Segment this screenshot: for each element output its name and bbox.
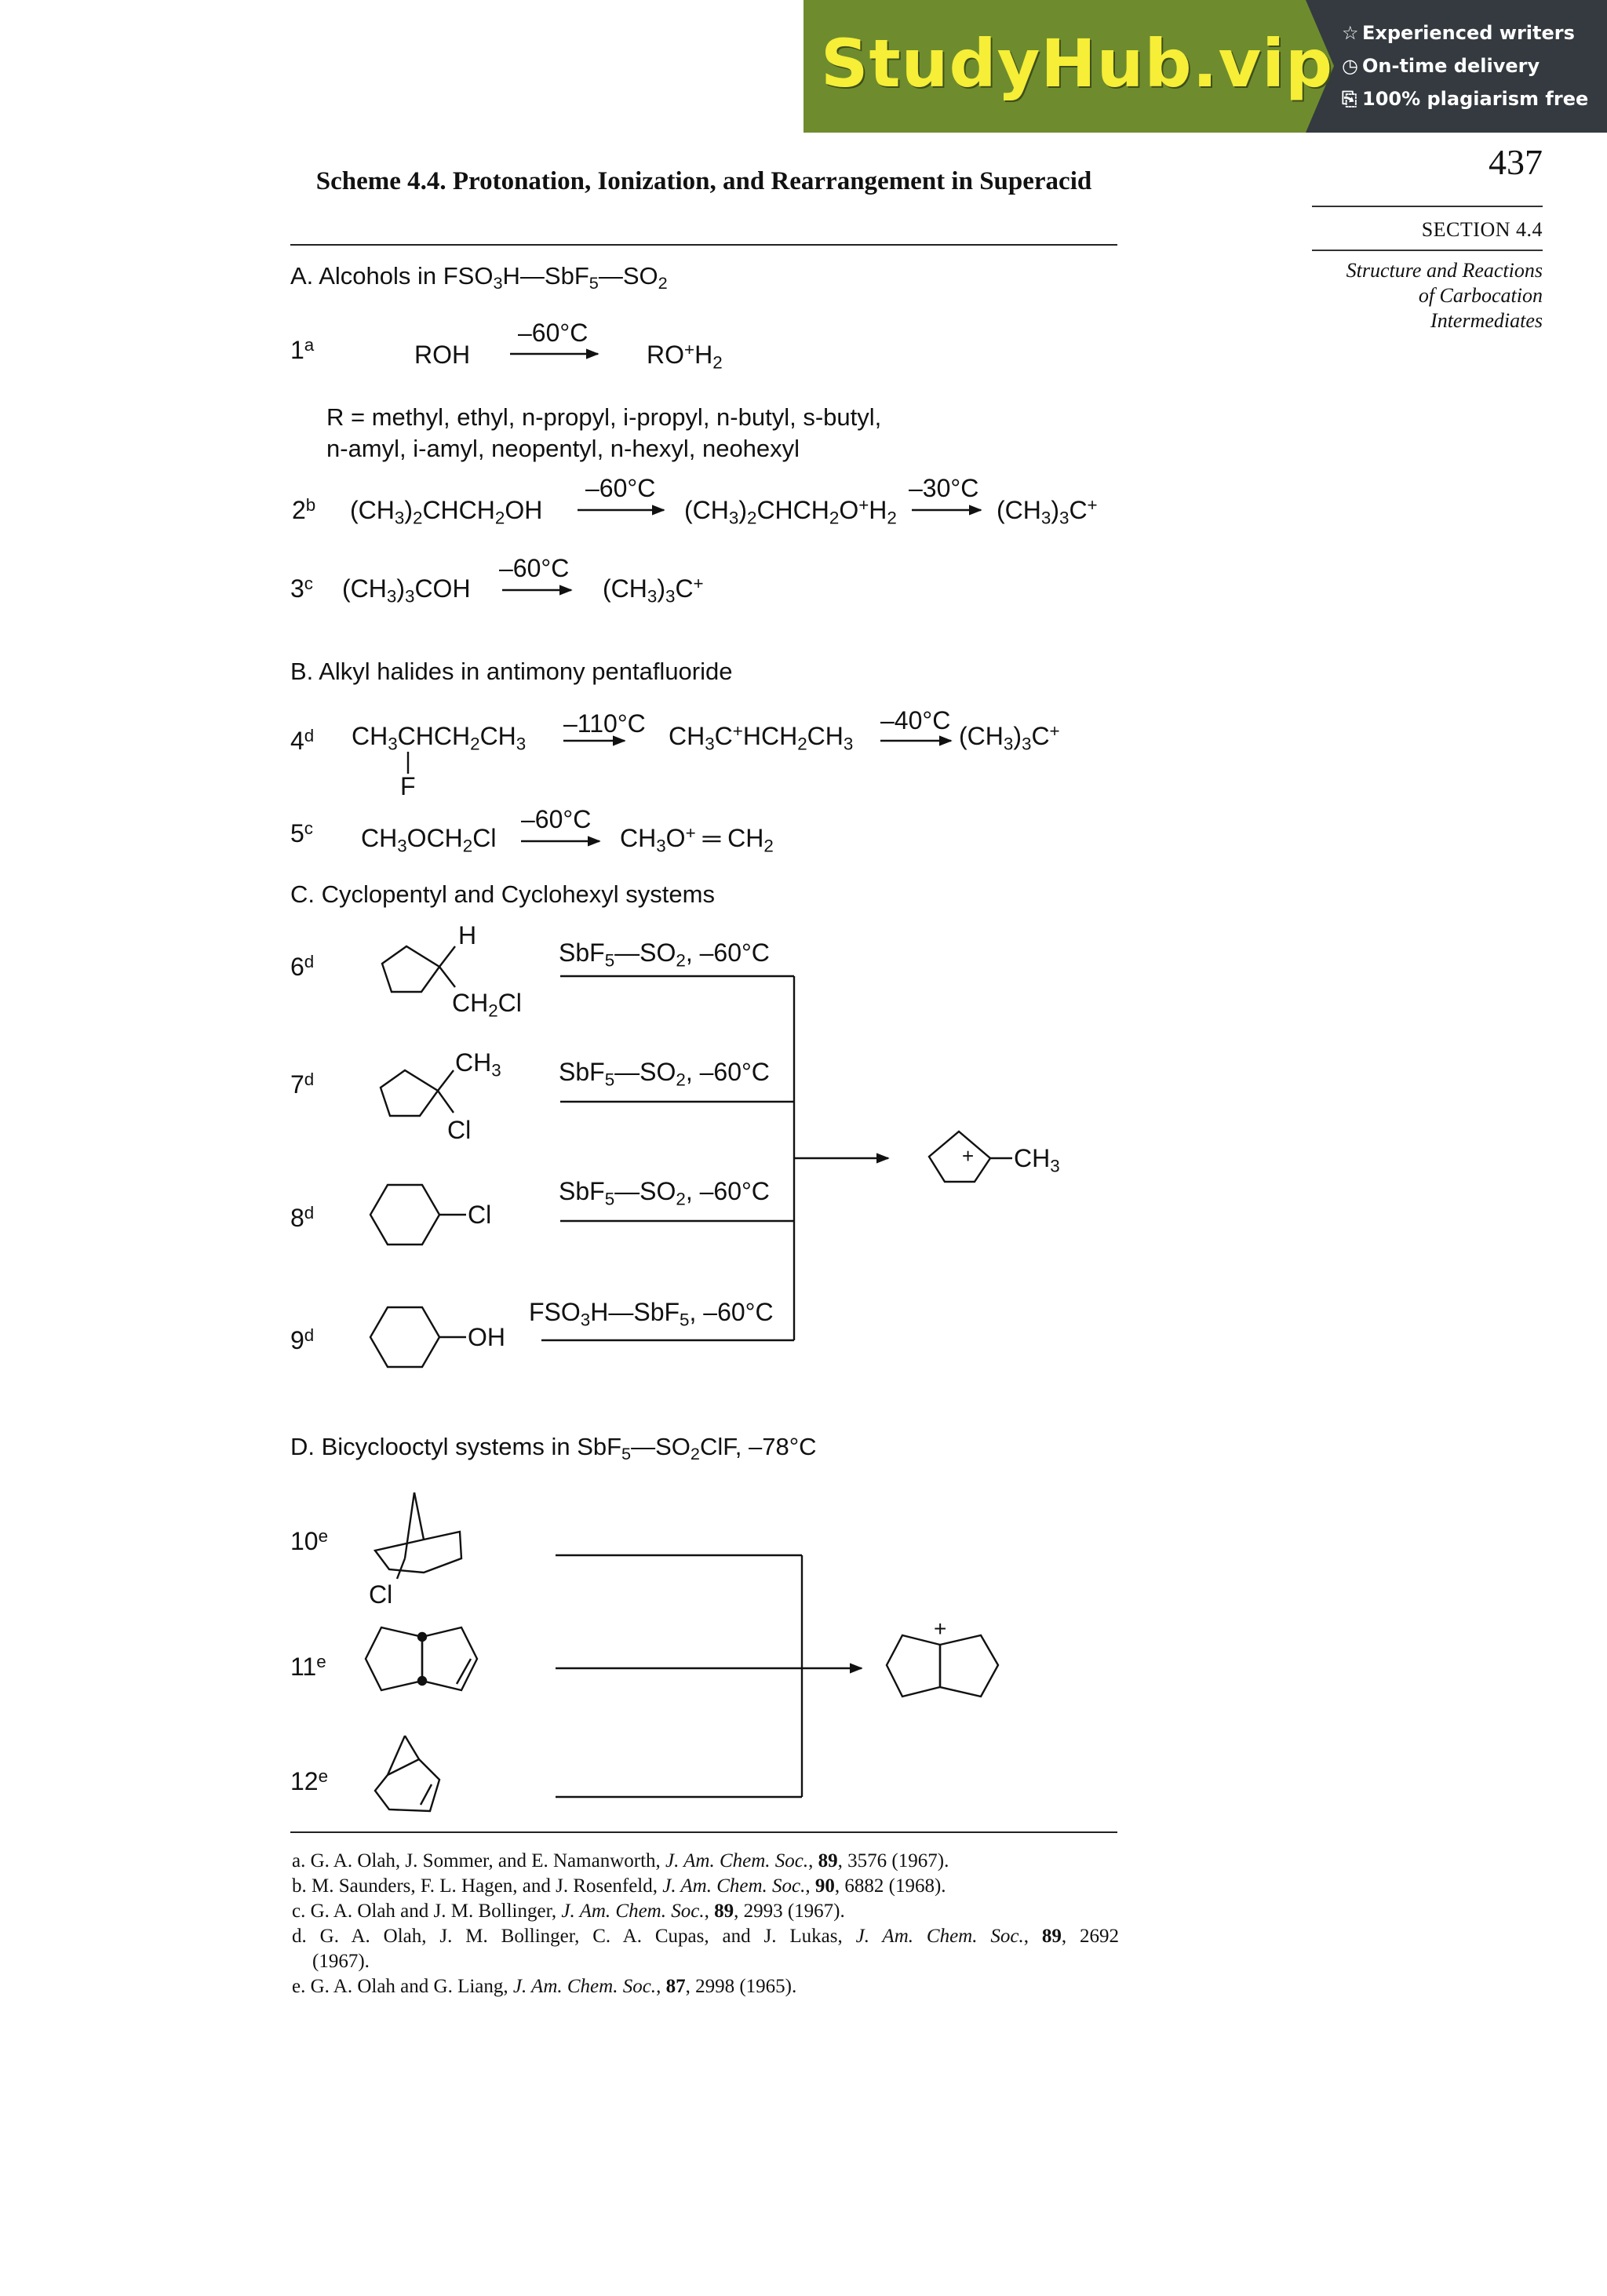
reference-d-continued: (1967). — [312, 1951, 370, 1972]
condition: –60°C — [585, 474, 656, 502]
reaction-number: 5$^c$ — [290, 818, 313, 847]
scheme-title: Scheme 4.4. Protonation, Ionization, and Rearrangement in Superacid — [315, 167, 1092, 195]
intermediate: $(CH_3)_2CHCH_2O^+H_2$ — [684, 494, 897, 528]
document-icon: ⎘ — [1342, 88, 1357, 110]
bicyclooctyl-cation-ring — [940, 1635, 998, 1696]
product: $CH_3O^+$ ═ $CH_2$ — [620, 822, 774, 856]
cyclopentane-ring — [381, 1070, 438, 1116]
brand-logo[interactable]: StudyHub.vip — [821, 25, 1334, 102]
bond — [414, 1492, 424, 1540]
section-b-heading: B. Alkyl halides in antimony pentafluoride — [290, 658, 733, 685]
reaction-number: 12e — [290, 1766, 329, 1795]
substituent: Cl — [468, 1201, 492, 1229]
reaction-number: 1$^a$ — [290, 334, 315, 364]
reference-d: d. G. A. Olah, J. M. Bollinger, C. A. Cupas, and J. Lukas, J. Am. Chem. Soc., 89, 2692 — [292, 1926, 1120, 1947]
condition: –40°C — [880, 706, 951, 734]
cation-charge: + — [934, 1616, 947, 1641]
section-label: SECTION 4.4 — [1421, 218, 1543, 241]
reactant: $(CH_3)_3COH$ — [342, 574, 471, 607]
reactant: ROH — [414, 341, 471, 369]
reaction-number: 9$^d$ — [290, 1325, 315, 1354]
page-number: 437 — [1489, 142, 1543, 182]
product: $(CH_3)_3C^+$ — [603, 573, 704, 607]
references-rule — [290, 1831, 1117, 1833]
cyclohexane-ring — [370, 1307, 439, 1367]
bicyclooctene-ring — [375, 1759, 439, 1811]
reaction-number: 8$^d$ — [290, 1202, 315, 1232]
condition: $FSO_3H—SbF_5$, –60°C — [529, 1298, 774, 1330]
reactant: $CH_3CHCH_2CH_3$ — [352, 722, 527, 754]
substituent: $CH_2Cl$ — [452, 989, 522, 1021]
bond — [438, 1091, 454, 1113]
feature-plagiarism-free: ⎘ 100% plagiarism free — [1342, 88, 1589, 110]
bridgehead-dot — [418, 1677, 426, 1685]
condition: –110°C — [563, 709, 646, 738]
bicyclooctyl-ring — [375, 1532, 461, 1573]
section-d-heading: D. Bicyclooctyl systems in $SbF_5—SO_2ClF$, –78°C — [290, 1433, 817, 1464]
product: $RO^+H_2$ — [647, 339, 723, 373]
bond — [439, 967, 455, 987]
reaction-number: 4$^d$ — [290, 725, 315, 755]
bicyclooctene-ring — [366, 1627, 422, 1690]
r-definition: R = methyl, ethyl, n-propyl, i-propyl, n-butyl, s-butyl, — [326, 403, 882, 431]
double-bond — [457, 1659, 471, 1684]
r-definition: n-amyl, i-amyl, neopentyl, n-hexyl, neohexyl — [326, 435, 800, 462]
section-title-line: Structure and Reactions — [1346, 259, 1543, 282]
feature-on-time-delivery: ◷ On-time delivery — [1342, 55, 1540, 77]
substituent: Cl — [447, 1116, 472, 1144]
intermediate: $CH_3C^+HCH_2CH_3$ — [669, 720, 854, 754]
reaction-number: 6$^d$ — [290, 951, 315, 981]
substituent: OH — [468, 1323, 505, 1351]
reference-b: b. M. Saunders, F. L. Hagen, and J. Rosenfeld, J. Am. Chem. Soc., 90, 6882 (1968). — [292, 1875, 946, 1897]
cyclopentane-ring — [382, 946, 439, 992]
condition: –60°C — [521, 805, 592, 833]
bridgehead-dot — [418, 1633, 426, 1641]
feature-experienced-writers: ☆ Experienced writers — [1342, 22, 1575, 44]
condition: –30°C — [909, 474, 979, 502]
reaction-number: 2$^b$ — [292, 494, 316, 524]
substituent: $CH_3$ — [455, 1048, 501, 1081]
reactant: $CH_3OCH_2Cl$ — [361, 824, 497, 856]
reaction-number: 7$^d$ — [290, 1069, 315, 1099]
bicyclooctene-ring — [422, 1627, 477, 1690]
bond — [405, 1736, 419, 1759]
condition: $SbF_5—SO_2$, –60°C — [559, 1177, 770, 1209]
reference-a: a. G. A. Olah, J. Sommer, and E. Namanworth, J. Am. Chem. Soc., 89, 3576 (1967). — [292, 1850, 949, 1871]
reference-e: e. G. A. Olah and G. Liang, J. Am. Chem. Soc., 87, 2998 (1965). — [292, 1976, 797, 1997]
clock-icon: ◷ — [1342, 55, 1358, 77]
bond — [388, 1736, 405, 1775]
reaction-number: 11e — [290, 1651, 326, 1681]
bond — [405, 1492, 414, 1558]
condition: –60°C — [499, 554, 570, 582]
reference-c: c. G. A. Olah and J. M. Bollinger, J. Am. Chem. Soc., 89, 2993 (1967). — [292, 1901, 845, 1922]
bond — [397, 1558, 405, 1579]
star-icon: ☆ — [1342, 22, 1359, 44]
reaction-number: 10e — [290, 1525, 329, 1555]
bicyclooctyl-cation-ring — [887, 1635, 940, 1696]
section-a-heading: A. Alcohols in $FSO_3H—SbF_5—SO_2$ — [290, 262, 668, 293]
substituent: $CH_3$ — [1014, 1144, 1060, 1176]
section-c-heading: C. Cyclopentyl and Cyclohexyl systems — [290, 880, 715, 908]
reaction-number: 3$^c$ — [290, 573, 313, 603]
bond — [439, 946, 455, 967]
section-title-line: of Carbocation — [1418, 284, 1543, 307]
product: $(CH_3)_3C^+$ — [959, 720, 1060, 754]
condition: $SbF_5—SO_2$, –60°C — [559, 938, 770, 971]
substituent: H — [458, 921, 477, 949]
cation-charge: + — [962, 1144, 975, 1168]
product: $(CH_3)_3C^+$ — [997, 494, 1098, 528]
bond — [438, 1070, 454, 1091]
cyclohexane-ring — [370, 1185, 439, 1245]
cyclopentyl-cation-ring — [929, 1132, 990, 1182]
substituent: F — [400, 772, 416, 800]
substituent: Cl — [369, 1580, 393, 1609]
condition: –60°C — [518, 319, 589, 347]
condition: $SbF_5—SO_2$, –60°C — [559, 1058, 770, 1090]
section-title-line: Intermediates — [1430, 309, 1543, 332]
reactant: $(CH_3)_2CHCH_2OH$ — [350, 496, 543, 528]
double-bond — [421, 1784, 432, 1805]
